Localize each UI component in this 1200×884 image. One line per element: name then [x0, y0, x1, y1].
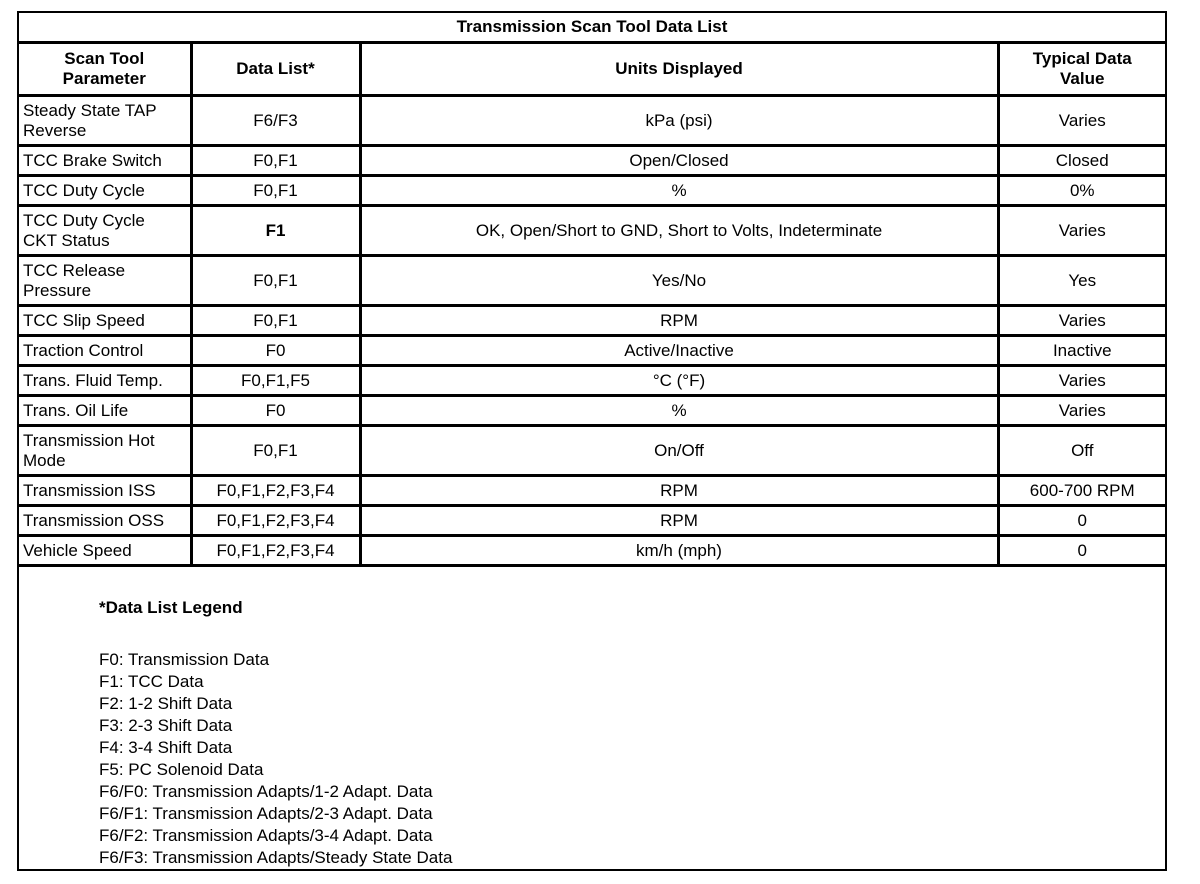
cell-units: Yes/No [360, 256, 998, 306]
cell-units: RPM [360, 506, 998, 536]
legend-item: F2: 1-2 Shift Data [99, 694, 233, 713]
legend-title: *Data List Legend [99, 598, 243, 617]
table-row [19, 306, 1165, 336]
cell-data-list: F0,F1,F5 [191, 366, 360, 396]
table-body [19, 96, 1165, 566]
table-row [19, 426, 1165, 476]
header-typical-value: Typical Data Value [998, 43, 1165, 96]
legend-item: F1: TCC Data [99, 672, 204, 691]
table-row [19, 506, 1165, 536]
cell-parameter: Trans. Oil Life [19, 396, 191, 426]
data-list-legend [99, 597, 452, 869]
cell-typical-value: Inactive [998, 336, 1165, 366]
cell-parameter: Traction Control [19, 336, 191, 366]
cell-units: OK, Open/Short to GND, Short to Volts, Indeterminate [360, 206, 998, 256]
table-row [19, 206, 1165, 256]
table-row [19, 476, 1165, 506]
scan-tool-data-document [17, 11, 1167, 871]
cell-typical-value: Varies [998, 306, 1165, 336]
table-title-row [19, 13, 1165, 43]
cell-parameter: Vehicle Speed [19, 536, 191, 566]
table-title: Transmission Scan Tool Data List [19, 13, 1165, 43]
cell-typical-value: Off [998, 426, 1165, 476]
cell-units: Active/Inactive [360, 336, 998, 366]
legend-item: F6/F3: Transmission Adapts/Steady State Data [99, 848, 453, 867]
legend-item: F4: 3-4 Shift Data [99, 738, 233, 757]
cell-units: On/Off [360, 426, 998, 476]
cell-parameter: TCC Duty Cycle [19, 176, 191, 206]
table-row [19, 96, 1165, 146]
cell-typical-value: 0 [998, 506, 1165, 536]
legend-item: F0: Transmission Data [99, 650, 270, 669]
cell-parameter: Transmission OSS [19, 506, 191, 536]
cell-parameter: TCC Slip Speed [19, 306, 191, 336]
header-units: Units Displayed [360, 43, 998, 96]
cell-data-list: F0,F1 [191, 146, 360, 176]
legend-item: F6/F0: Transmission Adapts/1-2 Adapt. Data [99, 782, 433, 801]
cell-units: Open/Closed [360, 146, 998, 176]
cell-data-list: F0,F1,F2,F3,F4 [191, 476, 360, 506]
cell-parameter: Transmission Hot Mode [19, 426, 191, 476]
cell-parameter: TCC Brake Switch [19, 146, 191, 176]
cell-data-list: F0,F1,F2,F3,F4 [191, 506, 360, 536]
cell-typical-value: Varies [998, 96, 1165, 146]
cell-typical-value: Varies [998, 366, 1165, 396]
cell-typical-value: 0% [998, 176, 1165, 206]
cell-data-list: F0,F1 [191, 426, 360, 476]
cell-parameter: Trans. Fluid Temp. [19, 366, 191, 396]
cell-data-list: F0 [191, 396, 360, 426]
header-data-list: Data List* [191, 43, 360, 96]
cell-data-list: F0,F1 [191, 256, 360, 306]
cell-parameter: Transmission ISS [19, 476, 191, 506]
cell-parameter: TCC Duty Cycle CKT Status [19, 206, 191, 256]
cell-data-list: F0,F1 [191, 306, 360, 336]
table-row [19, 176, 1165, 206]
table-header-row [19, 43, 1165, 96]
table-row [19, 256, 1165, 306]
table-row [19, 536, 1165, 566]
cell-typical-value: Varies [998, 396, 1165, 426]
legend-item: F5: PC Solenoid Data [99, 760, 264, 779]
cell-typical-value: 600-700 RPM [998, 476, 1165, 506]
cell-data-list: F1 [191, 206, 360, 256]
cell-units: kPa (psi) [360, 96, 998, 146]
data-list-table [19, 13, 1165, 567]
table-row [19, 396, 1165, 426]
cell-data-list: F0 [191, 336, 360, 366]
cell-data-list: F0,F1 [191, 176, 360, 206]
cell-units: % [360, 396, 998, 426]
cell-parameter: Steady State TAP Reverse [19, 96, 191, 146]
cell-typical-value: Yes [998, 256, 1165, 306]
legend-items [99, 649, 452, 869]
cell-data-list: F6/F3 [191, 96, 360, 146]
table-row [19, 366, 1165, 396]
cell-typical-value: Closed [998, 146, 1165, 176]
header-parameter: Scan Tool Parameter [19, 43, 191, 96]
legend-item: F3: 2-3 Shift Data [99, 716, 233, 735]
table-row [19, 336, 1165, 366]
legend-item: F6/F1: Transmission Adapts/2-3 Adapt. Data [99, 804, 433, 823]
cell-units: °C (°F) [360, 366, 998, 396]
cell-units: km/h (mph) [360, 536, 998, 566]
table-row [19, 146, 1165, 176]
cell-typical-value: Varies [998, 206, 1165, 256]
cell-units: % [360, 176, 998, 206]
cell-units: RPM [360, 306, 998, 336]
cell-units: RPM [360, 476, 998, 506]
legend-item: F6/F2: Transmission Adapts/3-4 Adapt. Data [99, 826, 433, 845]
cell-typical-value: 0 [998, 536, 1165, 566]
cell-data-list: F0,F1,F2,F3,F4 [191, 536, 360, 566]
cell-parameter: TCC Release Pressure [19, 256, 191, 306]
